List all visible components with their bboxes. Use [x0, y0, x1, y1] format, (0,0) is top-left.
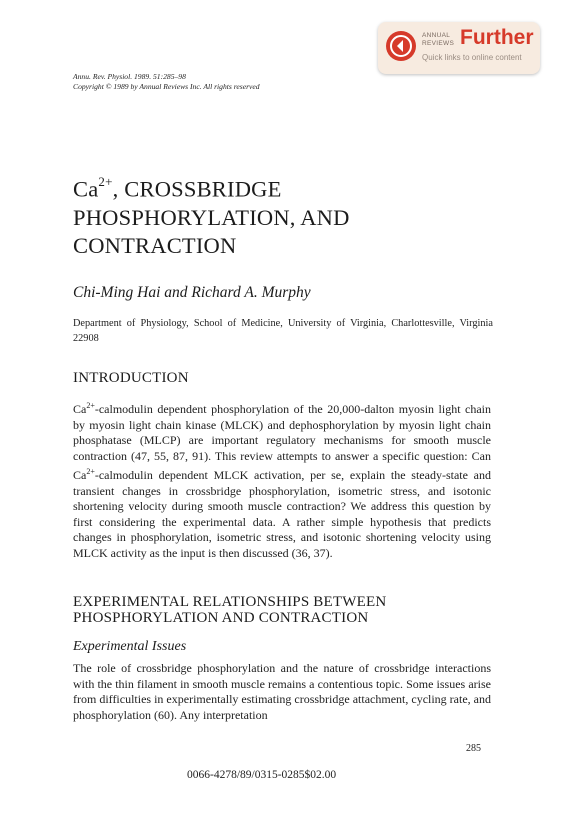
copyright-line: Copyright © 1989 by Annual Reviews Inc. All rights reserved: [73, 82, 260, 91]
intro-ca2: Ca: [73, 468, 87, 482]
title-line3: CONTRACTION: [73, 232, 237, 258]
title-line2: PHOSPHORYLATION, AND: [73, 204, 350, 230]
citation-line: Annu. Rev. Physiol. 1989. 51:285–98: [73, 72, 186, 81]
further-wordmark: Further: [460, 26, 534, 49]
experimental-issues-paragraph: The role of crossbridge phosphorylation and the nature of crossbridge interactions with the thin filament in smooth muscle remains a contentious topic. Some issues arise from difficulties in experimentally estimating crossbridge attachment, cycling rate, and phosphorylation (60). Any interpretation: [73, 661, 491, 722]
authors: Chi-Ming Hai and Richard A. Murphy: [73, 284, 311, 301]
section-heading-introduction: INTRODUCTION: [73, 370, 189, 386]
intro-text-b: -calmodulin dependent MLCK activation, per se, explain the steady-state and transient changes in crossbridge phosphorylation, isometric stress, and isotonic shortening velocity during smooth muscle contraction? We address this question by first considering the experimental data. A rather simple hypothesis that predicts changes in phosphorylation, isometric stress, and isotonic shortening velocity using MLCK activity as the input is then discussed (36, 37).: [73, 468, 491, 560]
article-title: [73, 170, 493, 260]
subsection-heading: Experimental Issues: [73, 639, 187, 654]
heading-line: PHOSPHORYLATION AND CONTRACTION: [73, 610, 369, 626]
intro-ca-superscript: 2+: [86, 401, 95, 410]
further-links-badge[interactable]: [378, 22, 540, 74]
page-number: 285: [466, 743, 481, 754]
section-heading-experimental: [73, 594, 503, 626]
further-tagline: Quick links to online content: [422, 53, 522, 62]
citation: [73, 72, 260, 92]
intro-ca: Ca: [73, 402, 87, 416]
annual-reviews-label: ANNUAL REVIEWS: [422, 32, 455, 47]
intro-text-a: -calmodulin dependent phosphorylation of the 20,000-dalton myosin light chain by myosin light chain kinase (MLCK) and dephosphorylation by myosin light chain phosphatase (MLCP) are important regulatory mechanisms for smooth muscle contraction (47, 55, 87, 91). This review attempts to answer a specific question: Can: [73, 402, 491, 463]
heading-line: EXPERIMENTAL RELATIONSHIPS BETWEEN: [73, 594, 387, 610]
play-icon: [386, 31, 416, 61]
title-ca-superscript: 2+: [98, 174, 113, 189]
introduction-paragraph: [73, 398, 491, 561]
doi-line: 0066-4278/89/0315-0285$02.00: [187, 769, 337, 781]
affiliation: Department of Physiology, School of Medicine, University of Virginia, Charlottesville, Virginia 22908: [73, 318, 493, 344]
title-ca: Ca: [73, 176, 99, 202]
intro-ca2-superscript: 2+: [86, 467, 95, 476]
title-line1-rest: , CROSSBRIDGE: [112, 176, 282, 202]
